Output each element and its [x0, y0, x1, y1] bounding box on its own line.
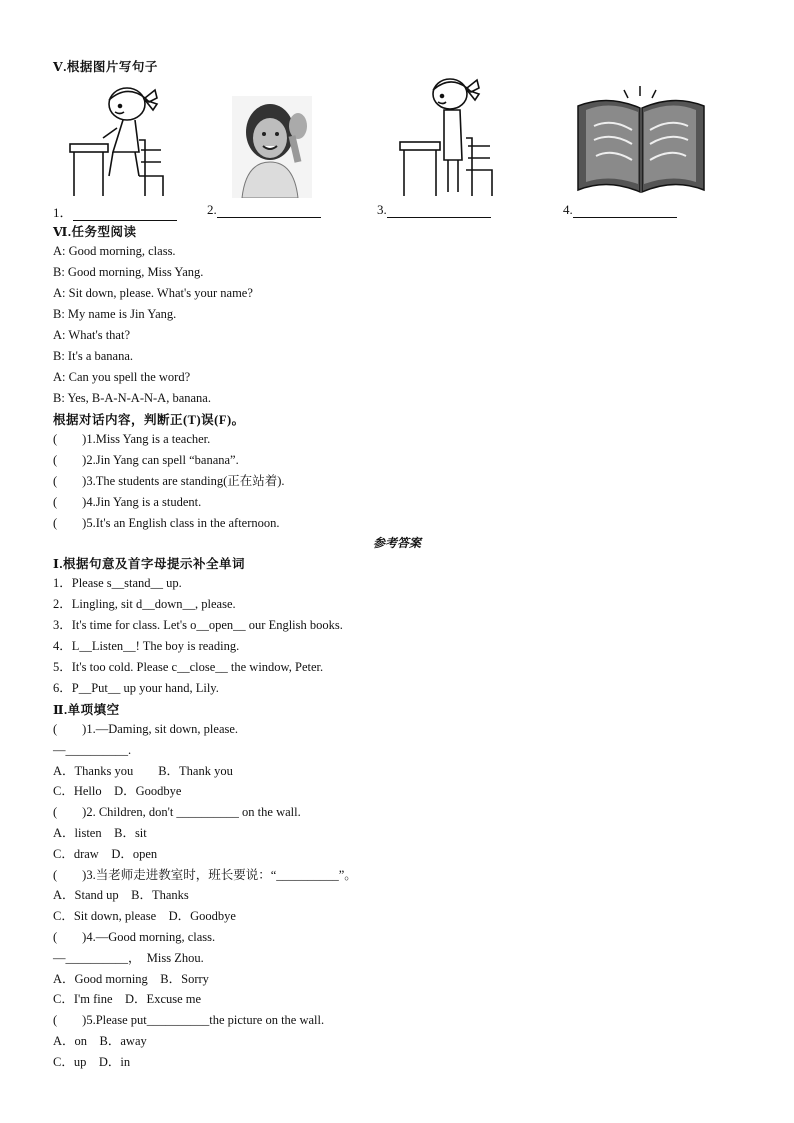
answer-item: 2．Lingling, sit d__down__, please.: [53, 597, 236, 611]
question-line: ( )2. Children, don't __________ on the wall.: [53, 805, 301, 819]
answer-item: 1．Please s__stand__ up.: [53, 576, 182, 590]
option-line: C．draw D．open: [53, 847, 158, 861]
answer-item: 3．It's time for class. Let's o__open__ our English books.: [53, 618, 343, 632]
dialogue-line: A: Can you spell the word?: [53, 370, 191, 384]
answer-item: 5．It's too cold. Please c__close__ the window, Peter.: [53, 660, 324, 674]
blank-number: 4.: [563, 202, 573, 217]
option-line: A．listen B．sit: [53, 826, 147, 840]
option-line: C．Sit down, please D．Goodbye: [53, 909, 236, 923]
girl-waving-photo: [232, 96, 312, 198]
section-5-title: Ⅴ.根据图片写句子: [53, 60, 158, 74]
true-false-item[interactable]: ( )3.The students are standing(正在站着).: [53, 474, 285, 488]
blank-number: 1．: [53, 205, 73, 220]
question-line: —__________.: [53, 743, 132, 757]
true-false-item[interactable]: ( )5.It's an English class in the afternoon.: [53, 516, 280, 530]
answer-blank-3[interactable]: [377, 202, 491, 218]
true-false-item[interactable]: ( )1.Miss Yang is a teacher.: [53, 432, 211, 446]
answer-item: 6．P__Put__ up your hand, Lily.: [53, 681, 219, 695]
question-line: ( )1.—Daming, sit down, please.: [53, 722, 239, 736]
dialogue-line: A: Good morning, class.: [53, 244, 176, 258]
answer-blank-4[interactable]: [563, 202, 677, 218]
dialogue-line: B: Good morning, Miss Yang.: [53, 265, 204, 279]
dialogue-line: A: What's that?: [53, 328, 131, 342]
option-line: A．Good morning B．Sorry: [53, 972, 209, 986]
option-line: C．up D．in: [53, 1055, 131, 1069]
dialogue-line: B: My name is Jin Yang.: [53, 307, 177, 321]
true-false-instruction: 根据对话内容，判断正(T)误(F)。: [53, 413, 245, 427]
question-line: ( )5.Please put__________the picture on the wall.: [53, 1013, 325, 1027]
dialogue-line: B: It's a banana.: [53, 349, 134, 363]
option-line: C．I'm fine D．Excuse me: [53, 992, 202, 1006]
answer-item: 4．L__Listen__! The boy is reading.: [53, 639, 240, 653]
answer-blank-1[interactable]: [53, 202, 177, 221]
question-line: ( )3.当老师走进教室时，班长要说：“__________”。: [53, 868, 357, 882]
true-false-item[interactable]: ( )2.Jin Yang can spell “banana”.: [53, 453, 239, 467]
question-line: —__________， Miss Zhou.: [53, 951, 204, 965]
section-6-title: Ⅵ.任务型阅读: [53, 225, 137, 239]
blank-number: 2.: [207, 202, 217, 217]
answer-part-1-title: Ⅰ.根据句意及首字母提示补全单词: [53, 557, 245, 571]
answer-blank-2[interactable]: [207, 202, 321, 218]
option-line: A．on B．away: [53, 1034, 147, 1048]
dialogue-line: A: Sit down, please. What's your name?: [53, 286, 253, 300]
option-line: C．Hello D．Goodbye: [53, 784, 182, 798]
girl-standing-by-desk-icon: [398, 74, 498, 198]
option-line: A．Stand up B．Thanks: [53, 888, 189, 902]
blank-number: 3.: [377, 202, 387, 217]
question-line: ( )4.—Good morning, class.: [53, 930, 216, 944]
dialogue-line: B: Yes, B-A-N-A-N-A, banana.: [53, 391, 211, 405]
girl-sitting-at-desk-icon: [65, 84, 175, 198]
open-book-icon: [572, 86, 710, 198]
option-line: A．Thanks you B．Thank you: [53, 764, 233, 778]
answer-part-2-title: Ⅱ.单项填空: [53, 703, 120, 717]
true-false-item[interactable]: ( )4.Jin Yang is a student.: [53, 495, 202, 509]
answer-key-title: 参考答案: [372, 536, 421, 550]
